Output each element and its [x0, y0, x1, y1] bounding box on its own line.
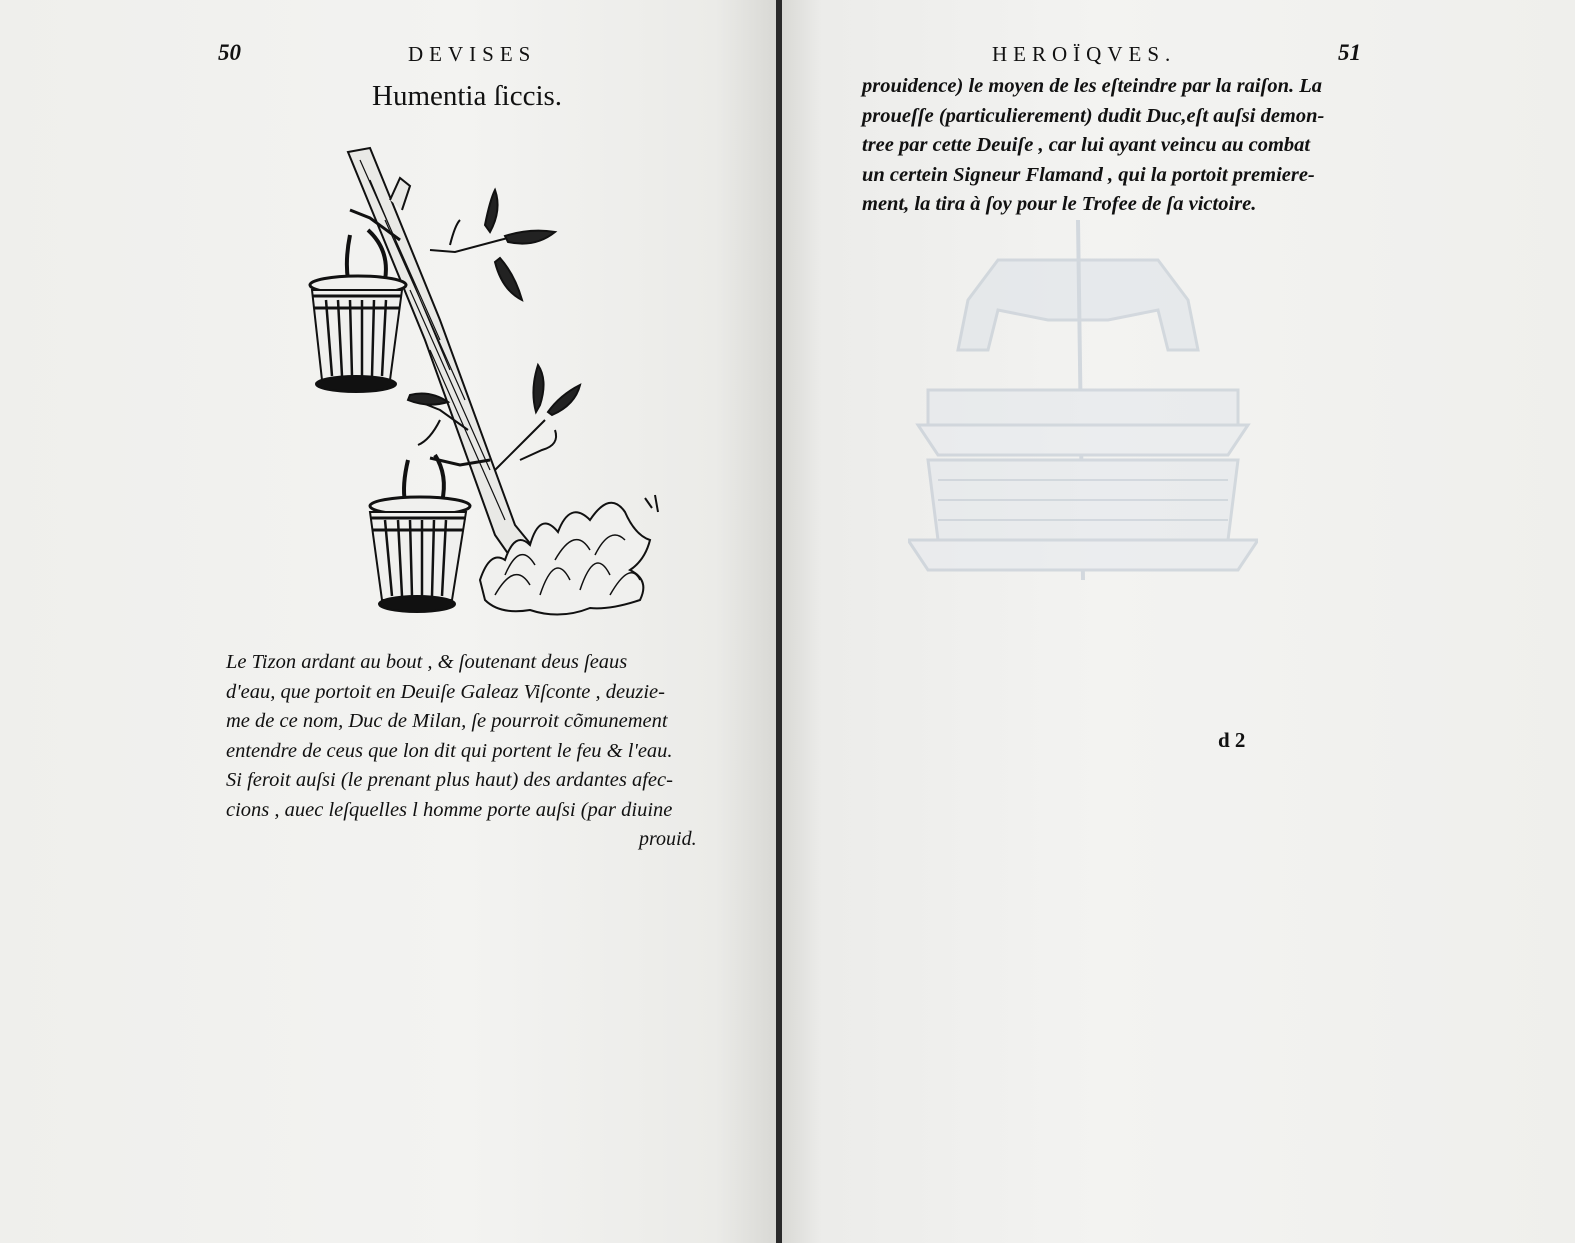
right-page-body	[862, 72, 1342, 220]
woodcut-illustration	[290, 140, 680, 640]
text-line: proueſſe (particulierement) dudit Duc,eſt auſsi demon-	[862, 104, 1325, 127]
left-page-body	[226, 648, 706, 825]
signature-mark: d 2	[1218, 728, 1246, 752]
text-line: ment, la tira à ſoy pour le Trofee de ſa victoire.	[862, 193, 1257, 215]
text-line: prouidence) le moyen de les eſteindre par la raiſon. La	[862, 75, 1323, 97]
left-page	[0, 0, 778, 1243]
text-line: Le Tizon ardant au bout , & ſoutenant deus ſeaus	[226, 651, 628, 673]
text-line: d'eau, que portoit en Deuiſe Galeaz Viſconte , deuzie-	[226, 680, 665, 703]
page-number-right: 51	[1338, 40, 1361, 65]
emblem-motto: Humentia ſiccis.	[372, 80, 563, 112]
text-line: entendre de ceus que lon dit qui portent le feu & l'eau.	[226, 739, 673, 762]
text-line: me de ce nom, Duc de Milan, ſe pourroit cõmunement	[226, 710, 668, 732]
text-line: tree par cette Deuiſe , car lui ayant veincu au combat	[862, 134, 1311, 156]
running-head-left: DEVISES	[408, 42, 537, 66]
catchword: prouid.	[639, 828, 697, 850]
text-line: cions , auec leſquelles l homme porte auſsi (par diuine	[226, 798, 673, 821]
right-page	[782, 0, 1575, 1243]
text-line: un certein Signeur Flamand , qui la portoit premiere-	[862, 163, 1315, 186]
show-through-illustration	[908, 220, 1258, 590]
running-head-right: HEROÏQVES.	[992, 42, 1177, 66]
text-line: Si feroit auſsi (le prenant plus haut) des ardantes afec-	[226, 769, 673, 791]
page-number-left: 50	[218, 40, 241, 65]
